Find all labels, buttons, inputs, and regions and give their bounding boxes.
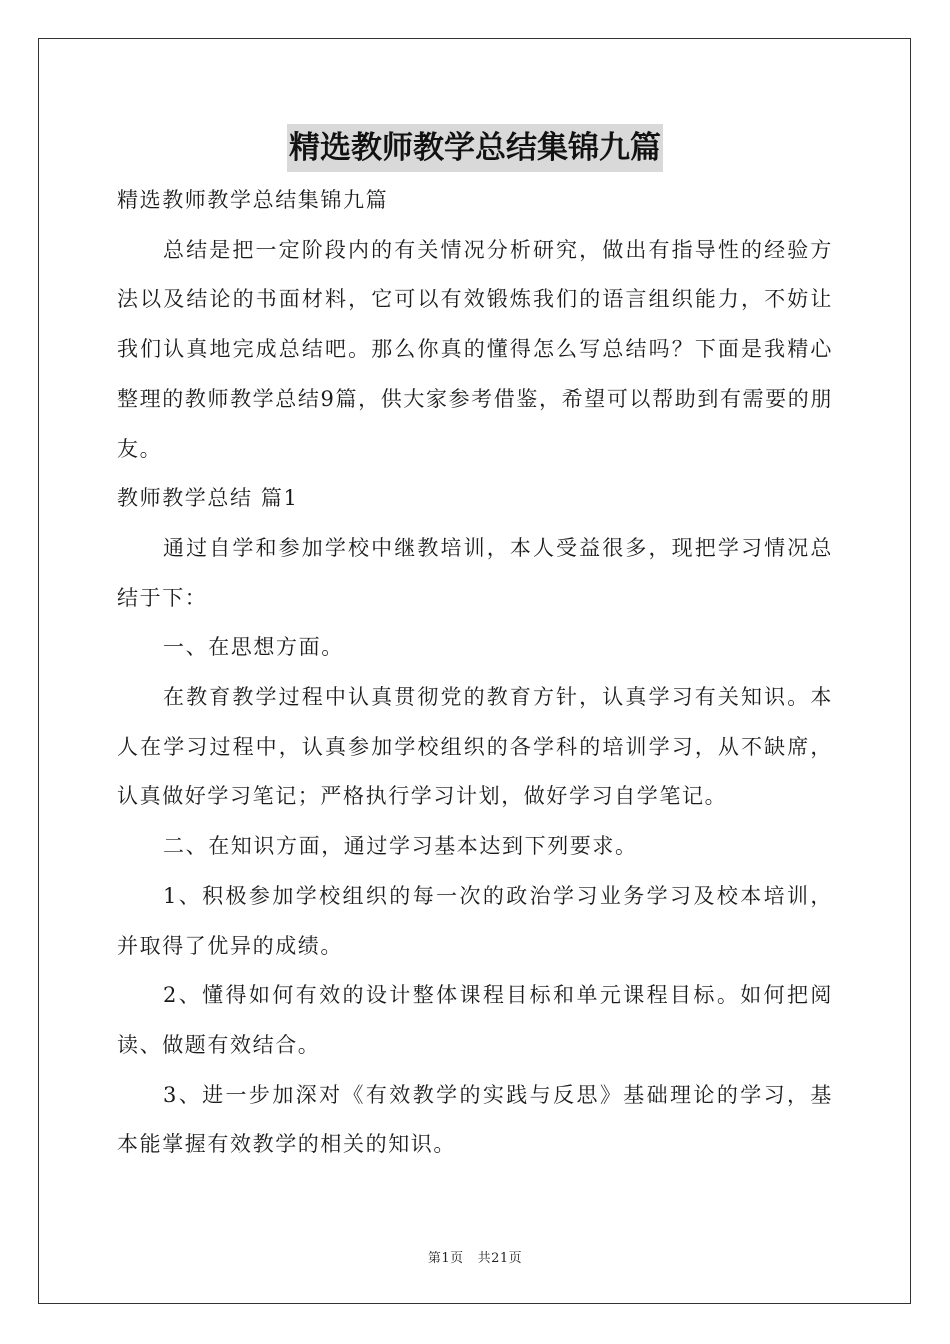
list-item-paragraph: 1、积极参加学校组织的每一次的政治学习业务学习及校本培训，并取得了优异的成绩。	[117, 883, 833, 958]
page-total: 共21页	[477, 1251, 523, 1266]
document-title	[0, 124, 950, 172]
page-footer	[0, 1247, 950, 1266]
subheading-paragraph: 二、在知识方面，通过学习基本达到下列要求。	[163, 834, 638, 859]
intro-paragraph: 总结是把一定阶段内的有关情况分析研究，做出有指导性的经验方法以及结论的书面材料，它可以有效锻炼我们的语言组织能力，不妨让我们认真地完成总结吧。那么你真的懂得怎么写总结吗？下面是我精心整理的教师教学总结9篇，供大家参考借鉴，希望可以帮助到有需要的朋友。	[117, 237, 833, 461]
document-body	[117, 176, 833, 1170]
body-paragraph: 在教育教学过程中认真贯彻党的教育方针，认真学习有关知识。本人在学习过程中，认真参加学校组织的各学科的培训学习，从不缺席，认真做好学习笔记；严格执行学习计划，做好学习自学笔记。	[117, 685, 833, 809]
list-item-paragraph: 2、懂得如何有效的设计整体课程目标和单元课程目标。如何把阅读、做题有效结合。	[117, 983, 833, 1057]
subheading-paragraph: 一、在思想方面。	[163, 635, 344, 660]
page-number: 第1页	[427, 1251, 464, 1266]
list-item-paragraph: 3、进一步加深对《有效教学的实践与反思》基础理论的学习，基本能掌握有效教学的相关的知识。	[117, 1082, 833, 1157]
section-heading: 教师教学总结 篇1	[117, 486, 299, 511]
document-title-text: 精选教师教学总结集锦九篇	[287, 124, 663, 172]
body-paragraph: 通过自学和参加学校中继教培训，本人受益很多，现把学习情况总结于下：	[117, 535, 833, 610]
subtitle-line: 精选教师教学总结集锦九篇	[117, 188, 389, 212]
